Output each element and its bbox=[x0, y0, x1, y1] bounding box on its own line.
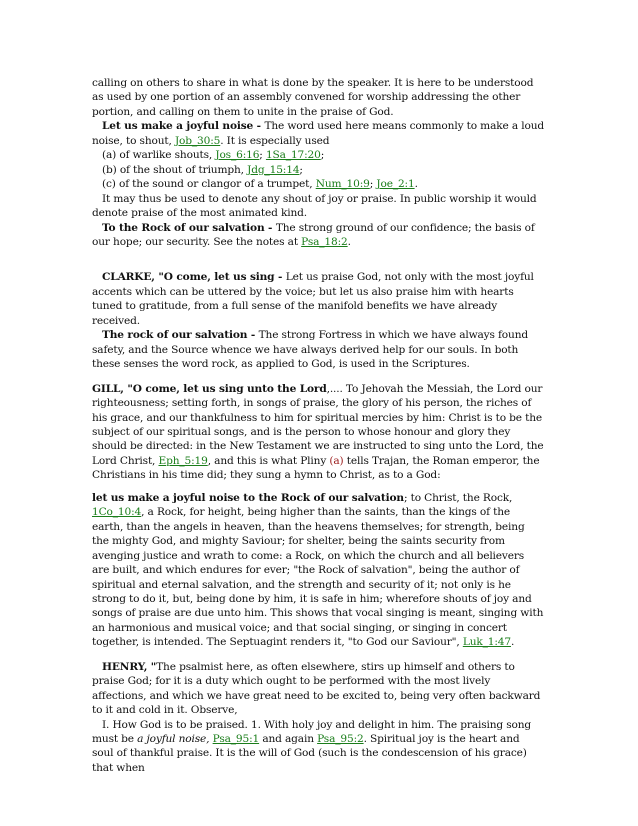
list-item bbox=[92, 177, 544, 191]
text: ,.... To Jehovah the Messiah, the Lord our righteousness; setting forth, in songs of praise, the glory of his person, the riches of his grace, and our thankfulness to him for spiritual mercies by him: Christ is to be the subject of our spiritual songs, and is the person to whose honour and glory they should be directed: in the New Testament we are instructed to sing unto the Lord, the Lord Christ, bbox=[92, 382, 544, 467]
text: (c) of the sound or clangor of a trumpet, bbox=[102, 178, 316, 191]
scripture-link[interactable]: Psa_95:2 bbox=[317, 733, 364, 746]
text: . It is especially used bbox=[220, 134, 330, 147]
commentator-heading: GILL, "O come, let us sing unto the Lord bbox=[92, 382, 327, 395]
text: It may thus be used to denote any shout of joy or praise. In public worship it would denote praise of the most animated kind. bbox=[92, 192, 537, 220]
text: . Spiritual joy is the heart and soul of thankful praise. It is the will of God (such is the condescension of his grace) that when bbox=[92, 733, 527, 774]
text: ; bbox=[369, 178, 377, 191]
clarke-paragraph bbox=[92, 270, 544, 328]
paragraph bbox=[92, 328, 544, 371]
scripture-link[interactable]: Jos_6:16 bbox=[215, 149, 260, 162]
text: , and this is what Pliny bbox=[207, 454, 330, 467]
list-item bbox=[92, 148, 544, 162]
spacer bbox=[92, 372, 544, 382]
text: Let us praise God, not only with the most joyful accents which can be uttered by the voice; but let us also praise him with hearts tuned to gratitude, from a full sense of the manifold benefits we have already received. bbox=[92, 271, 534, 327]
spacer bbox=[92, 483, 544, 491]
paragraph bbox=[92, 491, 544, 650]
scripture-link[interactable]: Eph_5:19 bbox=[158, 454, 208, 467]
text: ; bbox=[299, 163, 303, 176]
text: The psalmist here, as often elsewhere, stirs up himself and others to praise God; for it is a duty which ought to be performed with the most lively affections, and which we have great need to be excited to, being very often backward to it and cold in it. Observe, bbox=[92, 660, 541, 717]
scripture-link[interactable]: Luk_1:47 bbox=[462, 636, 511, 649]
paragraph bbox=[92, 76, 544, 119]
text: and again bbox=[259, 733, 318, 746]
text: The strong Fortress in which we have always found safety, and the Source whence we have always derived help for our souls. In both these senses the word rock, as applied to God, is used in the Scriptures. bbox=[92, 329, 529, 371]
text: . bbox=[414, 178, 418, 191]
bold-term: To the Rock of our salvation - bbox=[102, 221, 276, 234]
text: I. How God is to be praised. 1. With holy joy and delight in him. The praising song must be bbox=[92, 718, 532, 746]
scripture-link[interactable]: 1Co_10:4 bbox=[92, 506, 142, 519]
commentator-heading: HENRY, " bbox=[102, 660, 157, 673]
spacer bbox=[92, 650, 544, 660]
scripture-link[interactable]: Jdg_15:14 bbox=[247, 163, 300, 176]
paragraph bbox=[92, 192, 544, 221]
text: . bbox=[510, 636, 515, 649]
text: ; to Christ, the Rock, bbox=[403, 491, 513, 504]
scripture-link[interactable]: Joe_2:1 bbox=[376, 178, 415, 191]
text: ; bbox=[320, 149, 325, 162]
text: , a Rock, for height, being higher than the saints, than the kings of the earth, than the angels in heaven, than the heavens themselves; for strength, being the mighty God, and mighty Saviour; for shelter, being the saints security from avenging justice and wrath to come: a Rock, on which the church and all believers are built, and which endures for ever; "the Rock of salvation", being the author of spiritual and eternal salvation, and the strength and security of it; not only is he strong to do it, but, being done by him, it is safe in him; wherefore shouts of joy and songs of praise are due unto him. This shows that vocal singing is meant, singing with an harmonious and musical voice; and that social singing, or singing in concert together, is intended. The Septuagint renders it, "to God our Saviour", bbox=[92, 506, 544, 649]
henry-paragraph bbox=[92, 660, 544, 718]
text: The word used here means commonly to make a loud noise, to shout, bbox=[92, 120, 544, 147]
commentator-heading: CLARKE, "O come, let us sing - bbox=[102, 271, 286, 284]
scripture-link[interactable]: 1Sa_17:20 bbox=[265, 149, 321, 162]
italic-text: a joyful noise, bbox=[137, 733, 210, 746]
scripture-link[interactable]: Psa_18:2 bbox=[301, 235, 348, 248]
scripture-link[interactable]: Job_30:5 bbox=[174, 134, 221, 147]
text: ; bbox=[259, 149, 266, 162]
document-page bbox=[92, 76, 544, 775]
paragraph bbox=[92, 718, 544, 776]
paragraph bbox=[92, 221, 544, 250]
text: The strong ground of our confidence; the basis of our hope; our security. See the notes at bbox=[92, 221, 535, 248]
bold-term: Let us make a joyful noise - bbox=[102, 120, 265, 133]
bold-term: let us make a joyful noise to the Rock of our salvation bbox=[92, 491, 404, 504]
text: tells Trajan, the Roman emperor, the Christians in his time did; they sung a hymn to Christ, as to a God: bbox=[92, 454, 540, 482]
scripture-link[interactable]: Psa_95:1 bbox=[212, 733, 260, 746]
footnote-link[interactable]: (a) bbox=[329, 454, 344, 467]
text: (b) of the shout of triumph, bbox=[102, 163, 248, 176]
text: . bbox=[347, 235, 351, 248]
spacer bbox=[92, 249, 544, 270]
text: (a) of warlike shouts, bbox=[102, 149, 216, 162]
list-item bbox=[92, 163, 544, 177]
bold-term: The rock of our salvation - bbox=[102, 329, 259, 342]
paragraph bbox=[92, 119, 544, 148]
scripture-link[interactable]: Num_10:9 bbox=[315, 178, 370, 191]
text: calling on others to share in what is done by the speaker. It is here to be understood as used by one portion of an assembly convened for worship addressing the other portion, and calling on them to unite in the praise of God. bbox=[92, 77, 534, 118]
gill-paragraph bbox=[92, 382, 544, 483]
